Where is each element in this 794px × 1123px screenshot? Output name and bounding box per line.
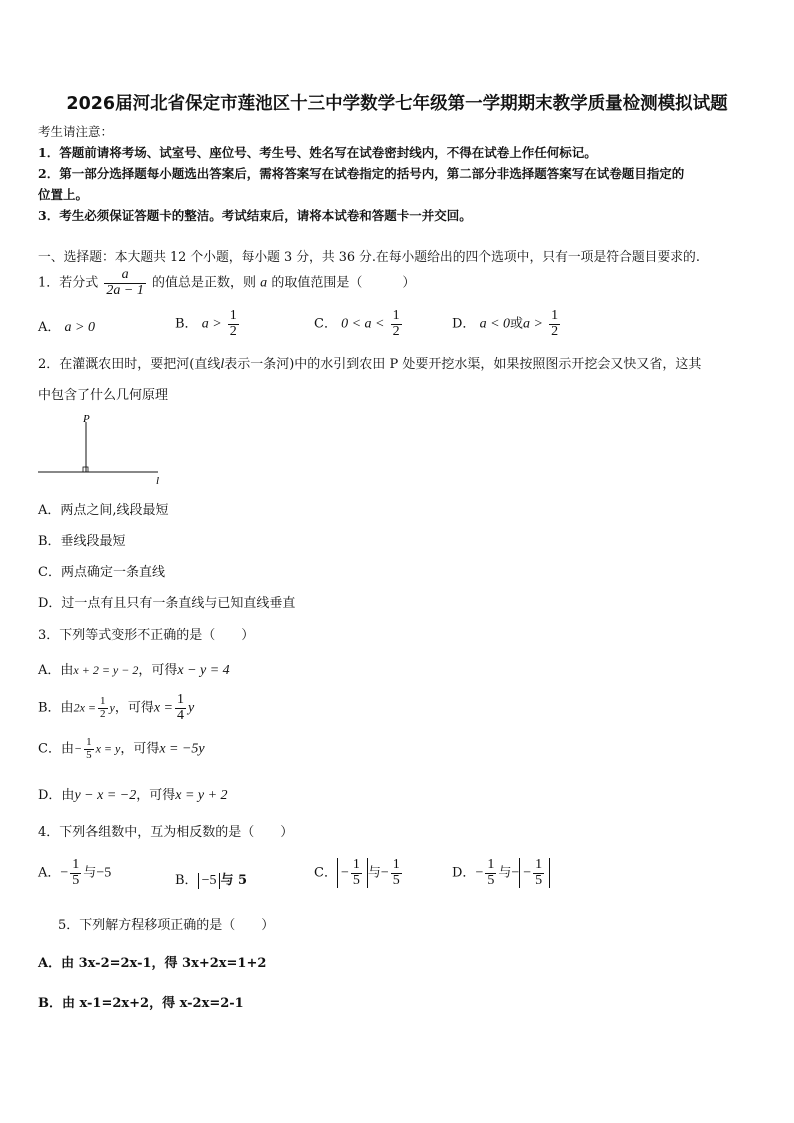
q1-fraction [104, 268, 145, 298]
q3-b-from-num: 1 [100, 695, 106, 708]
q3-c-from-frac [84, 737, 94, 761]
q4-c-rhs-frac [391, 858, 402, 888]
q1-option-c [314, 309, 404, 339]
q1-option-d-den: 2 [551, 323, 559, 339]
q3-b-from-den: 2 [100, 707, 106, 720]
q3-a-label: A．由 [38, 663, 74, 678]
q4-option-b [175, 869, 247, 889]
q3-d-label: D．由 [38, 788, 75, 803]
q3-option-b [38, 693, 194, 723]
q4-c-rhs-minus: − [380, 865, 389, 881]
line-l-label: l [156, 475, 160, 487]
q4-b-label: B． [175, 873, 198, 888]
q3-a-from: x + 2 = y − 2 [73, 663, 139, 677]
q2-option-d: D．过一点有且只有一条直线与已知直线垂直 [38, 596, 296, 611]
q1-option-c-num: 1 [392, 308, 400, 323]
q4-c-rhs-num: 1 [392, 857, 400, 872]
q2-option-c: C．两点确定一条直线 [38, 565, 165, 580]
q1-prefix: 1．若分式 [38, 275, 99, 291]
question-1 [38, 268, 415, 298]
q4-c-minus: − [340, 865, 349, 881]
q3-c-from-num: 1 [86, 736, 92, 748]
section-heading: 一、选择题：本大题共 12 个小题，每小题 3 分，共 36 分.在每小题给出的四个选项中，只有一项是符合题目要求的. [38, 250, 700, 265]
q4-a-minus: − [60, 865, 69, 881]
q1-option-c-den: 2 [392, 323, 400, 339]
q4-option-d [452, 858, 550, 888]
q4-a-label: A． [38, 865, 61, 881]
q1-option-d-or: 或 [510, 316, 524, 332]
q4-a-rhs: −5 [96, 865, 112, 881]
question-5-stem: 5．下列解方程移项正确的是（ ） [58, 918, 275, 933]
q1-option-b [175, 309, 241, 339]
q1-frac-den: 2a − 1 [106, 282, 144, 298]
q3-b-to-num: 1 [177, 692, 185, 707]
q3-d-mid: ，可得 [136, 788, 176, 803]
q5-option-b: B．由 x-1=2x+2，得 x-2x=2-1 [38, 996, 244, 1011]
q4-c-frac [351, 858, 362, 888]
q2-option-b: B．垂线段最短 [38, 534, 126, 549]
q4-a-with: 与 [83, 865, 97, 881]
q3-b-from-frac [98, 696, 108, 720]
q4-c-num: 1 [352, 857, 360, 872]
q2-line-symbol: l [220, 357, 225, 372]
q5-option-a: A．由 3x-2=2x-1，得 3x+2x=1+2 [38, 956, 267, 971]
point-p-label: P [83, 413, 90, 425]
q4-a-num: 1 [72, 857, 80, 872]
q3-option-a [38, 659, 230, 679]
q3-option-c [38, 737, 205, 761]
q4-c-den: 5 [352, 872, 360, 888]
q3-d-to: x = y + 2 [175, 788, 228, 803]
perpendicular-diagram [36, 412, 176, 487]
q3-d-from: y − x = −2 [74, 788, 137, 803]
q3-b-to-den: 4 [177, 707, 185, 723]
q3-option-d [38, 784, 228, 804]
q4-d-abs-frac [533, 858, 544, 888]
q4-d-den: 5 [487, 872, 495, 888]
question-2-line-1 [38, 353, 701, 373]
question-4-stem: 4．下列各组数中，互为相反数的是（ ） [38, 825, 294, 840]
q3-c-from-rhs: x = y [95, 741, 121, 756]
notice-item-2-cont: 位置上。 [38, 187, 89, 202]
q4-b-abs: −5 [198, 873, 221, 889]
q3-b-label: B．由 [38, 700, 74, 716]
q3-c-from-den: 5 [86, 748, 92, 761]
q4-d-rhs-minus: − [511, 865, 520, 881]
q3-c-mid: ，可得 [120, 741, 160, 757]
q1-option-b-frac [228, 309, 239, 339]
q3-b-mid: ，可得 [114, 700, 154, 716]
q4-c-label: C． [314, 865, 337, 881]
notice-item-1: 1．答题前请将考场、试室号、座位号、考生号、姓名写在试卷密封线内，不得在试卷上作任何标记。 [38, 145, 597, 160]
q1-option-a-label: A． [38, 320, 61, 335]
q1-option-b-lhs: a > [201, 316, 222, 332]
q4-d-minus: − [475, 865, 484, 881]
q1-option-b-den: 2 [229, 323, 237, 339]
q4-d-abs-den: 5 [535, 872, 543, 888]
q1-close: ） [402, 275, 416, 291]
q1-option-d-label: D． [452, 316, 476, 332]
q3-b-from-rhs: y [109, 700, 115, 715]
q1-option-c-label: C． [314, 316, 337, 332]
q1-var: a [260, 275, 268, 291]
q1-option-b-num: 1 [229, 308, 237, 323]
q3-c-from-lhs: − [73, 741, 83, 756]
notice-item-3: 3．考生必须保证答题卡的整洁。考试结束后，请将本试卷和答题卡一并交回。 [38, 208, 472, 223]
q3-a-mid: ，可得 [138, 663, 178, 678]
q4-a-den: 5 [72, 872, 80, 888]
q1-frac-num: a [104, 268, 145, 284]
q4-option-a [38, 858, 111, 888]
q1-option-c-lhs: 0 < a < [341, 316, 385, 332]
q4-d-abs-num: 1 [535, 857, 543, 872]
q4-option-c [314, 858, 404, 888]
q3-b-to-frac [175, 693, 186, 723]
question-2-line-2: 中包含了什么几何原理 [38, 388, 169, 403]
question-3-stem: 3．下列等式变形不正确的是（ ） [38, 628, 255, 643]
q3-b-to-lhs: x = [153, 700, 174, 716]
q3-b-from-lhs: 2x = [73, 700, 96, 715]
notice-item-2: 2．第一部分选择题每小题选出答案后，需将答案写在试卷指定的括号内，第二部分非选择题答案写在试卷题目指定的 [38, 166, 685, 181]
q1-option-d-rhs: a > [523, 316, 543, 332]
page-title: 2026届河北省保定市莲池区十三中学数学七年级第一学期期末教学质量检测模拟试题 [66, 94, 728, 114]
q2-option-a: A．两点之间,线段最短 [38, 503, 169, 518]
q4-d-num: 1 [487, 857, 495, 872]
q4-d-abs-minus: − [523, 865, 532, 881]
q1-option-d-frac [549, 309, 560, 339]
q4-c-rhs-den: 5 [392, 872, 400, 888]
q4-d-abs [519, 858, 550, 888]
q1-option-d-num: 1 [551, 308, 559, 323]
q1-suffix2: 的取值范围是（ [271, 275, 363, 291]
q1-option-a [38, 316, 95, 336]
q4-c-with: 与 [367, 865, 381, 881]
q1-option-a-text: a > 0 [64, 320, 95, 335]
q2-text-a: 2．在灌溉农田时，要把河(直线 [38, 357, 221, 372]
q1-option-c-frac [391, 309, 402, 339]
q3-b-to-rhs: y [188, 700, 195, 716]
notice-heading: 考生请注意： [38, 124, 114, 139]
q3-c-label: C．由 [38, 741, 74, 757]
q4-d-label: D． [452, 865, 476, 881]
q4-d-with: 与 [498, 865, 512, 881]
q1-option-d [452, 309, 562, 339]
q4-c-abs [337, 858, 368, 888]
q2-text-b: 表示一条河)中的水引到农田 P 处要开挖水渠，如果按照图示开挖会又快又省，这其 [224, 357, 702, 372]
q4-b-with: 与 5 [220, 873, 248, 888]
q3-c-to: x = −5y [159, 741, 205, 757]
q4-a-frac [70, 858, 81, 888]
q3-a-to: x − y = 4 [177, 663, 230, 678]
q4-d-frac [485, 858, 496, 888]
q1-option-d-lhs: a < 0 [479, 316, 511, 332]
q1-suffix1: 的值总是正数，则 [152, 275, 257, 291]
q1-option-b-label: B． [175, 316, 198, 332]
